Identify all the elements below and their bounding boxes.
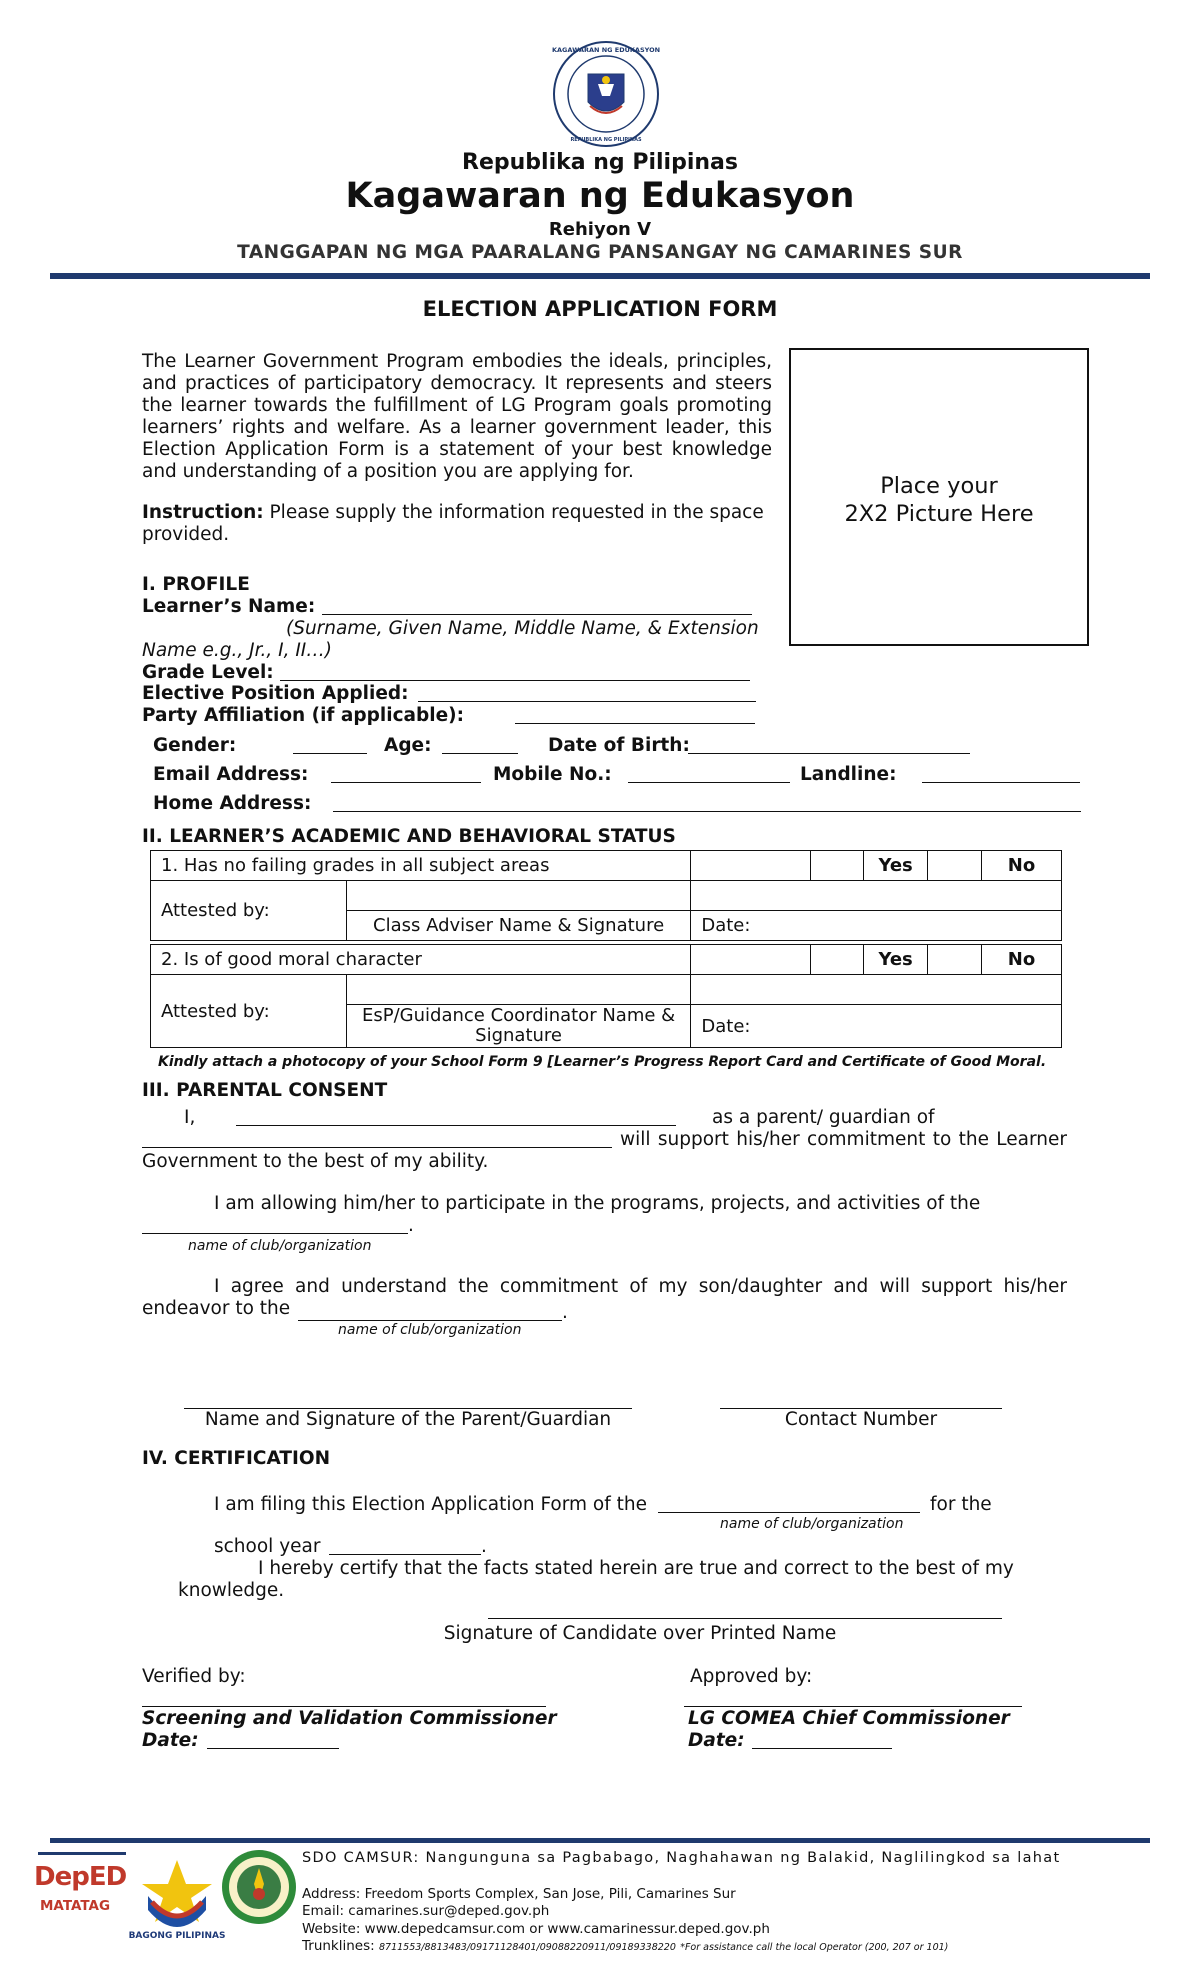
attest-row-2a	[151, 975, 1062, 1005]
guidance-signature-label: EsP/Guidance Coordinator Name & Signature	[346, 1005, 691, 1048]
photo-box[interactable]	[789, 348, 1089, 646]
adviser-signature-field[interactable]	[346, 881, 691, 911]
mobile-label: Mobile No.:	[493, 764, 612, 785]
mobile-field[interactable]	[628, 782, 790, 783]
consent-p1-mid: as a parent/ guardian of	[712, 1107, 935, 1128]
approver-date-label: Date:	[688, 1730, 745, 1751]
header-divider	[50, 273, 1150, 279]
landline-field[interactable]	[922, 782, 1080, 783]
department-title: Kagawaran ng Edukasyon	[345, 176, 855, 216]
learner-name-label: Learner’s Name:	[142, 596, 316, 617]
adviser-date-field[interactable]	[691, 911, 1062, 941]
yes-checkbox-2[interactable]	[811, 945, 864, 975]
deped-wordmark: DepED	[34, 1862, 127, 1892]
consent-p2: I am allowing him/her to participate in the programs, projects, and activities of the	[214, 1193, 981, 1214]
logo-bar	[38, 1852, 126, 1855]
guidance-date-blank[interactable]	[691, 975, 1062, 1005]
club-hint-1: name of club/organization	[188, 1238, 372, 1254]
form-title: ELECTION APPLICATION FORM	[422, 297, 778, 321]
photo-box-line2: 2X2 Picture Here	[844, 501, 1034, 527]
verifier-title: Screening and Validation Commissioner	[142, 1708, 557, 1729]
status-table-1	[150, 850, 1062, 941]
attachment-note: Kindly attach a photocopy of your School Form 9 [Learner’s Progress Report Card and Certificate of Good Moral.	[158, 1054, 1047, 1070]
adviser-signature-label: Class Adviser Name & Signature	[346, 911, 691, 941]
guidance-signature-field[interactable]	[346, 975, 691, 1005]
bagong-pilipinas-label: BAGONG PILIPINAS	[128, 1931, 226, 1941]
profile-heading: I. PROFILE	[142, 574, 250, 595]
status-item-2: 2. Is of good moral character	[151, 945, 691, 975]
certify-statement: I hereby certify that the facts stated herein are true and correct to the best of my knowledge.	[178, 1558, 1014, 1601]
club-field-2[interactable]	[298, 1320, 562, 1321]
certification-heading: IV. CERTIFICATION	[142, 1448, 331, 1469]
consent-p3: I agree and understand the commitment of my son/daughter and will support his/her endeavor to the	[142, 1276, 1067, 1319]
trunklines-label: Trunklines:	[302, 1938, 375, 1954]
verifier-date-field[interactable]	[207, 1748, 339, 1749]
yes-checkbox-1[interactable]	[811, 851, 864, 881]
no-label-2: No	[982, 945, 1062, 975]
consent-i: I,	[184, 1107, 196, 1128]
cert-club-hint: name of club/organization	[720, 1516, 904, 1532]
instruction	[142, 502, 772, 546]
candidate-signature-label: Signature of Candidate over Printed Name	[443, 1623, 837, 1644]
yes-label-1: Yes	[864, 851, 928, 881]
status-item-1: 1. Has no failing grades in all subject areas	[151, 851, 691, 881]
instruction-label: Instruction:	[142, 502, 264, 523]
approver-date-field[interactable]	[752, 1748, 892, 1749]
region-label: Rehiyon V	[548, 219, 652, 240]
trunklines-numbers: 8711553/8813483/09171128401/09088220911/09189338220	[379, 1942, 676, 1953]
instruction-text: Please supply the information requested in the space provided.	[142, 502, 764, 545]
trunklines-note: *For assistance call the local Operator (200, 207 or 101)	[680, 1942, 949, 1953]
photo-box-line1: Place your	[880, 473, 998, 499]
no-checkbox-2[interactable]	[928, 945, 982, 975]
party-field[interactable]	[515, 723, 755, 724]
parent-signature-label: Name and Signature of the Parent/Guardian	[204, 1409, 612, 1430]
grade-level-field[interactable]	[280, 680, 750, 681]
status-table-2	[150, 944, 1062, 1048]
email-label: Email Address:	[153, 764, 309, 785]
landline-label: Landline:	[800, 764, 897, 785]
age-field[interactable]	[442, 753, 518, 754]
approved-by-label: Approved by:	[690, 1666, 813, 1687]
verified-by-label: Verified by:	[142, 1666, 246, 1687]
footer-email: Email: camarines.sur@deped.gov.ph	[302, 1903, 550, 1919]
cert-line1-start: I am filing this Election Application Form of the	[214, 1494, 647, 1515]
republic-label: Republika ng Pilipinas	[462, 150, 738, 175]
home-address-label: Home Address:	[153, 793, 312, 814]
verifier-date-label: Date:	[142, 1730, 199, 1751]
club-hint-2: name of club/organization	[338, 1322, 522, 1338]
approver-title: LG COMEA Chief Commissioner	[688, 1708, 1010, 1729]
status-heading: II. LEARNER’S ACADEMIC AND BEHAVIORAL STATUS	[142, 826, 676, 847]
footer-trunklines	[302, 1938, 948, 1956]
status-blank	[691, 851, 811, 881]
school-year-label: school year	[214, 1536, 321, 1557]
school-year-field[interactable]	[329, 1554, 481, 1555]
status-row-2	[151, 945, 1062, 975]
grade-level-label: Grade Level:	[142, 662, 274, 683]
deped-seal-logo	[552, 40, 660, 148]
footer-tagline: SDO CAMSUR: Nangunguna sa Pagbabago, Naghahawan ng Balakid, Naglilingkod sa lahat	[302, 1850, 1061, 1866]
home-address-field[interactable]	[333, 811, 1081, 812]
elective-position-field[interactable]	[418, 701, 756, 702]
attested-by-1: Attested by:	[151, 881, 347, 941]
attested-by-2: Attested by:	[151, 975, 347, 1048]
seal-text-bottom: REPUBLIKA NG PILIPINAS	[570, 137, 642, 143]
approver-signature-field[interactable]	[684, 1706, 1022, 1707]
learner-name-field[interactable]	[322, 614, 752, 615]
verifier-signature-field[interactable]	[142, 1706, 546, 1707]
guidance-date-label: Date:	[701, 1015, 751, 1037]
parent-name-field[interactable]	[236, 1125, 676, 1126]
matatag-wordmark: MATATAG	[40, 1898, 111, 1914]
school-year-period: .	[481, 1536, 487, 1557]
age-label: Age:	[384, 735, 432, 756]
cert-club-field[interactable]	[658, 1512, 920, 1513]
bagong-pilipinas-logo	[128, 1852, 226, 1942]
dob-field[interactable]	[688, 753, 970, 754]
footer-website: Website: www.depedcamsur.com or www.camarinessur.deped.gov.ph	[302, 1921, 770, 1937]
learner-name-hint: (Surname, Given Name, Middle Name, & Extension Name e.g., Jr., I, II…)	[142, 618, 759, 661]
contact-number-label: Contact Number	[784, 1409, 938, 1430]
deped-matatag-logo	[30, 1852, 126, 1930]
adviser-date-blank[interactable]	[691, 881, 1062, 911]
status-row-1	[151, 851, 1062, 881]
club-field-1-period: .	[408, 1215, 414, 1236]
no-label-1: No	[982, 851, 1062, 881]
dob-label: Date of Birth:	[548, 735, 690, 756]
candidate-signature-field[interactable]	[488, 1618, 1002, 1619]
office-label: TANGGAPAN NG MGA PAARALANG PANSANGAY NG CAMARINES SUR	[237, 242, 963, 263]
elective-position-label: Elective Position Applied:	[142, 683, 409, 704]
status-blank-2	[691, 945, 811, 975]
adviser-date-label: Date:	[701, 915, 751, 936]
party-label: Party Affiliation (if applicable):	[142, 705, 465, 726]
yes-label-2: Yes	[864, 945, 928, 975]
club-field-1[interactable]	[142, 1233, 408, 1234]
club-field-2-period: .	[562, 1302, 568, 1323]
seal-text-top: KAGAWARAN NG EDUKASYON	[551, 46, 661, 54]
email-field[interactable]	[331, 782, 481, 783]
guidance-date-field[interactable]	[691, 1005, 1062, 1048]
gender-field[interactable]	[293, 753, 367, 754]
footer-divider	[50, 1838, 1150, 1843]
intro-paragraph: The Learner Government Program embodies the ideals, principles, and practices of participatory democracy. It represents and steers the learner towards the fulfillment of LG Program goals promoting learners’ rights and welfare. As a learner government leader, this Election Application Form is a statement of your best knowledge and understanding of a position you are applying for.	[142, 351, 772, 482]
sdo-camsur-seal	[220, 1848, 298, 1926]
attest-row-1a	[151, 881, 1062, 911]
gender-label: Gender:	[153, 735, 237, 756]
consent-heading: III. PARENTAL CONSENT	[142, 1080, 388, 1101]
consent-p1-end: will support his/her commitment to the Learner Government to the best of my ability.	[142, 1129, 1067, 1172]
no-checkbox-1[interactable]	[928, 851, 982, 881]
cert-line1-end: for the	[930, 1494, 992, 1515]
footer-address: Address: Freedom Sports Complex, San Jose, Pili, Camarines Sur	[302, 1886, 736, 1902]
